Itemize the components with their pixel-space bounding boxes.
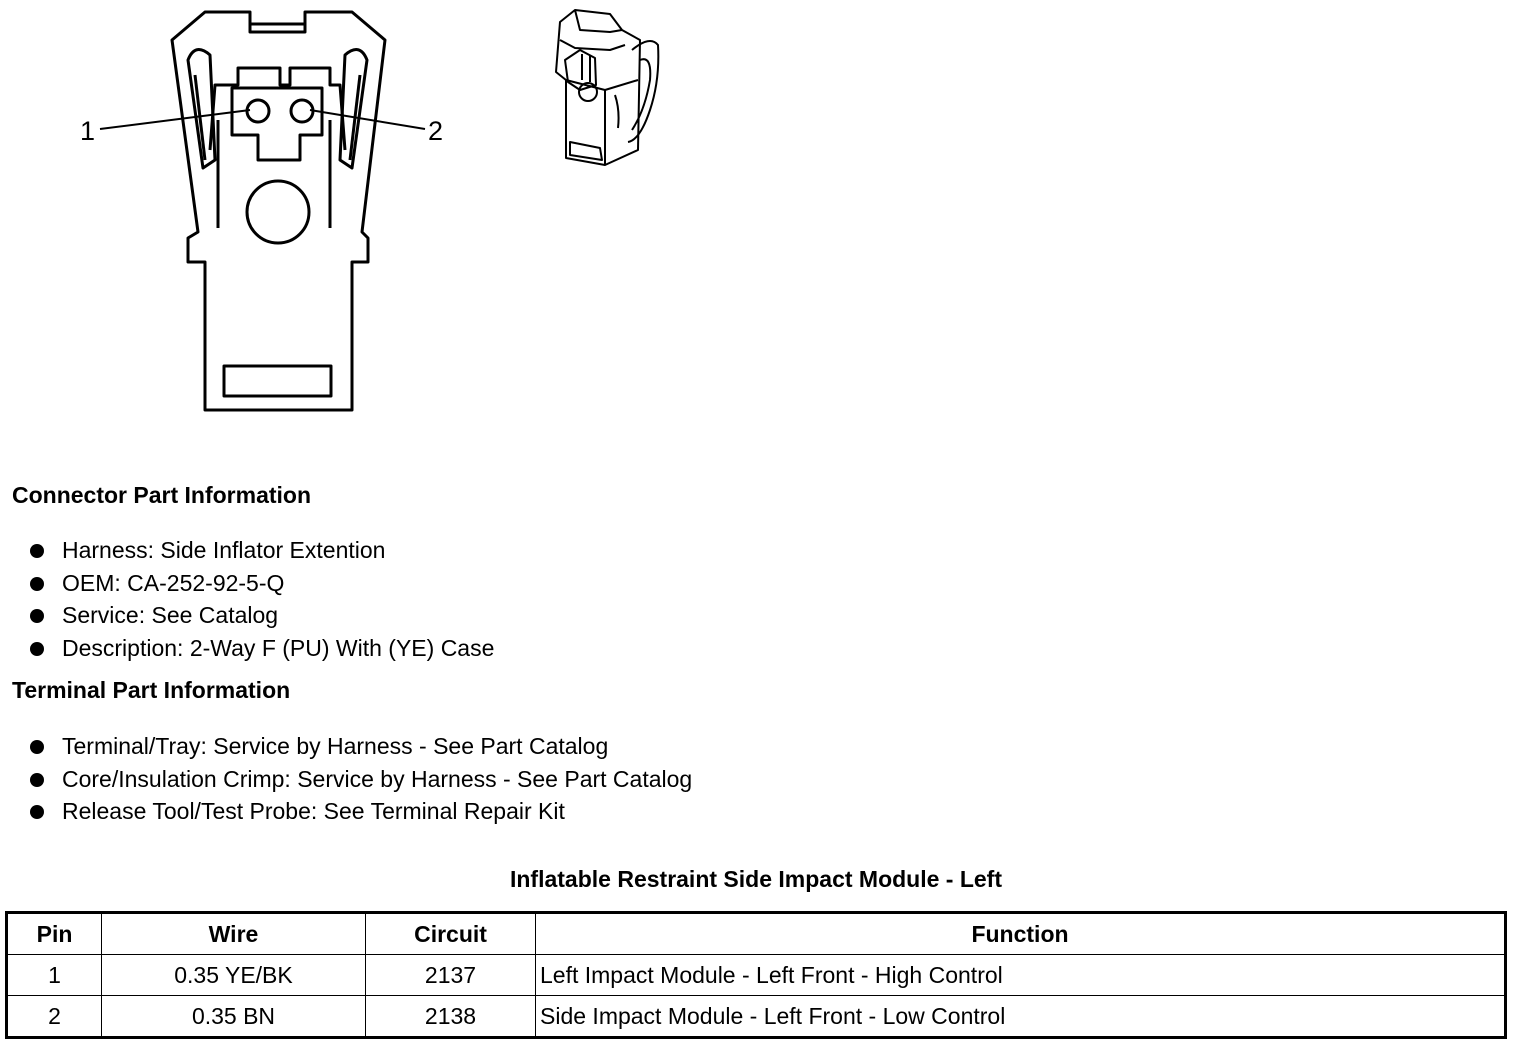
list-item: Release Tool/Test Probe: See Terminal Repair Kit	[30, 795, 692, 828]
label-window	[224, 366, 331, 396]
left-latch	[188, 50, 215, 168]
pin-2-cavity	[291, 100, 313, 122]
connector-isometric-view	[556, 10, 658, 165]
pin-2-label: 2	[428, 116, 444, 146]
circuit-cell: 2137	[366, 955, 536, 996]
column-header-wire: Wire	[102, 913, 366, 955]
table-row	[7, 996, 1506, 1038]
pin-1-label: 1	[80, 116, 96, 146]
terminal-part-info-list	[30, 730, 692, 828]
connector-part-info-list	[30, 534, 494, 665]
list-item: Core/Insulation Crimp: Service by Harness - See Part Catalog	[30, 763, 692, 796]
table-header-row	[7, 913, 1506, 955]
pin-table-title: Inflatable Restraint Side Impact Module - Left	[509, 866, 1002, 892]
list-item: Service: See Catalog	[30, 599, 494, 632]
wire-cell: 0.35 BN	[102, 996, 366, 1038]
function-cell: Left Impact Module - Left Front - High Control	[536, 955, 1506, 996]
list-item: Harness: Side Inflator Extention	[30, 534, 494, 567]
pin-cell: 1	[7, 955, 102, 996]
connector-part-info-heading: Connector Part Information	[12, 482, 312, 508]
terminal-part-info-heading: Terminal Part Information	[12, 677, 291, 703]
pin-table	[5, 911, 1507, 1039]
pin-1-cavity	[247, 100, 269, 122]
wire-cell: 0.35 YE/BK	[102, 955, 366, 996]
function-cell: Side Impact Module - Left Front - Low Control	[536, 996, 1506, 1038]
mounting-hole	[247, 181, 309, 243]
terminal-block	[232, 88, 322, 160]
list-item: Description: 2-Way F (PU) With (YE) Case	[30, 632, 494, 665]
table-row	[7, 955, 1506, 996]
list-item: Terminal/Tray: Service by Harness - See Part Catalog	[30, 730, 692, 763]
connector-face-diagram	[0, 0, 1520, 460]
column-header-pin: Pin	[7, 913, 102, 955]
right-latch	[340, 50, 367, 168]
column-header-circuit: Circuit	[366, 913, 536, 955]
circuit-cell: 2138	[366, 996, 536, 1038]
list-item: OEM: CA-252-92-5-Q	[30, 567, 494, 600]
column-header-function: Function	[536, 913, 1506, 955]
pin-cell: 2	[7, 996, 102, 1038]
